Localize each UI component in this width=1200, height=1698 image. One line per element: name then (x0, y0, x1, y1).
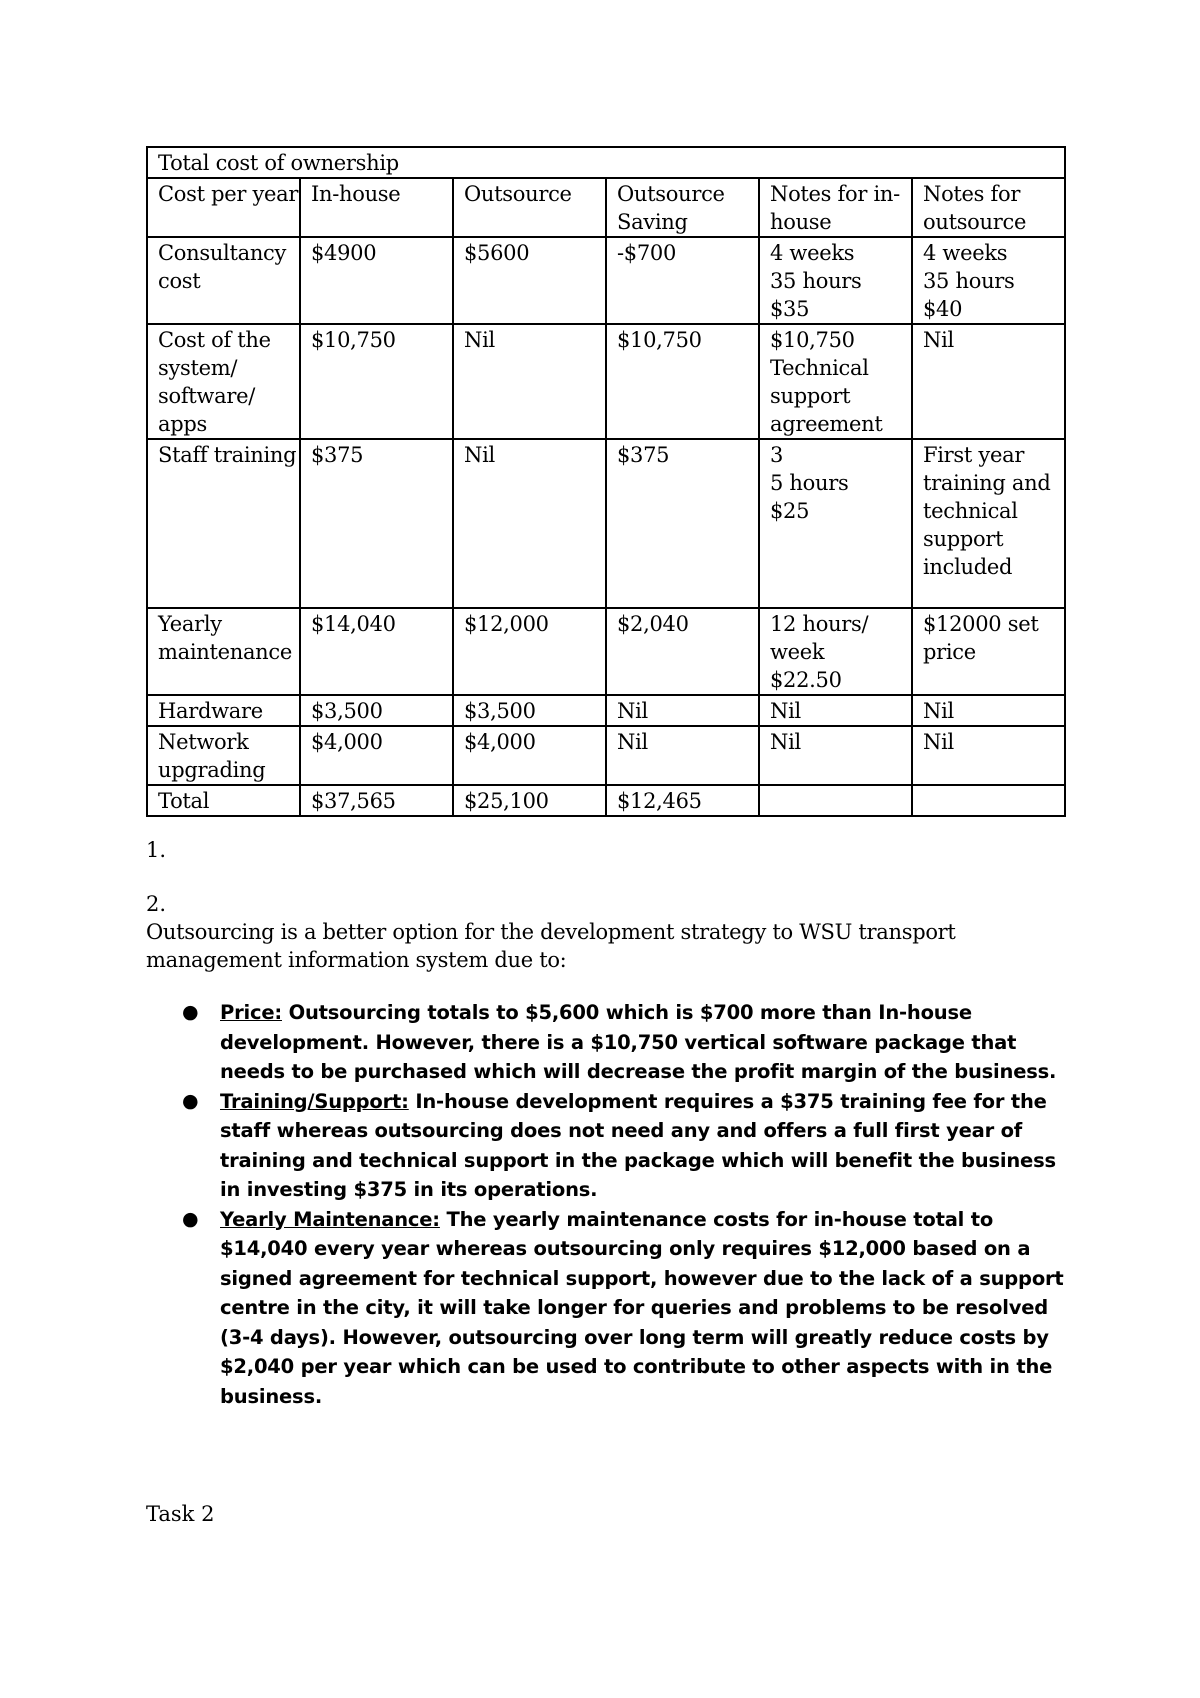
row-label-line: Yearly (158, 612, 222, 636)
notes-in-house-line: week (770, 640, 825, 664)
table-row (147, 726, 1065, 785)
notes-outsource-line: included (923, 555, 1013, 579)
notes-outsource-line: 35 hours (923, 269, 1015, 293)
header-outsource-saving (606, 178, 759, 237)
outsource-cost: $12,000 (453, 608, 606, 695)
notes-in-house-line: 35 hours (770, 269, 862, 293)
notes-outsource-line: $12000 set (923, 612, 1039, 636)
notes-in-house (759, 608, 912, 695)
row-label (147, 608, 300, 695)
bullet-icon: ● (182, 1001, 199, 1023)
notes-in-house-line: 4 weeks (770, 241, 855, 265)
row-label (147, 785, 300, 816)
row-label (147, 726, 300, 785)
notes-in-house-line: 3 (770, 443, 784, 467)
outsource-saving: $10,750 (606, 324, 759, 439)
header-in-house (300, 178, 453, 237)
in-house-cost: $37,565 (300, 785, 453, 816)
notes-outsource (912, 695, 1065, 726)
header-line: outsource (923, 210, 1027, 234)
notes-outsource-line: support (923, 527, 1004, 551)
notes-in-house-line: $35 (770, 297, 810, 321)
notes-outsource-line: Nil (923, 328, 954, 352)
outsource-saving: $2,040 (606, 608, 759, 695)
notes-in-house-line: Nil (770, 730, 801, 754)
notes-outsource-line: price (923, 640, 976, 664)
cost-of-ownership-table (146, 146, 1066, 817)
table-row (147, 785, 1065, 816)
outsource-cost: $3,500 (453, 695, 606, 726)
table-title-row (147, 147, 1065, 178)
in-house-cost: $3,500 (300, 695, 453, 726)
notes-outsource-line (923, 787, 1056, 815)
header-line: Cost per year (158, 182, 299, 206)
notes-in-house (759, 324, 912, 439)
reason-training-support (146, 1087, 1076, 1205)
outsource-saving: -$700 (606, 237, 759, 324)
notes-in-house-line: Nil (770, 699, 801, 723)
table-row (147, 439, 1065, 608)
reason-yearly-maintenance (146, 1205, 1076, 1412)
row-label-line: maintenance (158, 640, 292, 664)
notes-outsource (912, 726, 1065, 785)
in-house-cost: $4900 (300, 237, 453, 324)
row-label-line: cost (158, 269, 201, 293)
row-label-line: upgrading (158, 758, 266, 782)
notes-in-house (759, 237, 912, 324)
outsource-saving: Nil (606, 726, 759, 785)
table-title: Total cost of ownership (147, 147, 1065, 178)
bullet-icon: ● (182, 1089, 199, 1112)
notes-in-house-line: $10,750 (770, 328, 855, 352)
header-line: Outsource (464, 182, 572, 206)
table-row (147, 608, 1065, 695)
row-label (147, 324, 300, 439)
row-label-line: Staff training (158, 443, 297, 467)
table-header-row (147, 178, 1065, 237)
notes-outsource (912, 237, 1065, 324)
outsource-cost: Nil (453, 324, 606, 439)
notes-outsource-line: training and (923, 471, 1051, 495)
notes-in-house (759, 726, 912, 785)
in-house-cost: $375 (300, 439, 453, 608)
in-house-cost: $14,040 (300, 608, 453, 695)
row-label-line: system/ (158, 356, 238, 380)
outsource-saving: $375 (606, 439, 759, 608)
reason-text: Outsourcing totals to $5,600 which is $700 more than In-house development. However, there is a $10,750 vertical software package that needs to be purchased which will decrease the profit margin of the business. (220, 1001, 1057, 1083)
row-label-line: Hardware (158, 699, 263, 723)
bullet-icon: ● (182, 1207, 199, 1230)
notes-outsource-line: $40 (923, 297, 963, 321)
row-label (147, 439, 300, 608)
outsource-saving: Nil (606, 695, 759, 726)
row-label-line: Total (158, 789, 210, 813)
notes-in-house-line: Technical (770, 356, 869, 380)
answer-2-intro: Outsourcing is a better option for the development strategy to WSU transport management information system due to: (146, 920, 956, 972)
in-house-cost: $4,000 (300, 726, 453, 785)
outsource-cost: Nil (453, 439, 606, 608)
answer-1-number: 1. (146, 838, 167, 862)
header-line: Notes for in- (770, 182, 900, 206)
row-label-line: Consultancy (158, 241, 287, 265)
outsource-cost: $25,100 (453, 785, 606, 816)
notes-in-house-line: $22.50 (770, 668, 842, 692)
outsource-saving: $12,465 (606, 785, 759, 816)
reason-term: Price: (220, 1001, 282, 1024)
notes-outsource-line: First year (923, 443, 1025, 467)
table-row (147, 237, 1065, 324)
notes-in-house (759, 695, 912, 726)
notes-outsource (912, 785, 1065, 816)
notes-in-house-line (770, 787, 903, 815)
notes-outsource-line: Nil (923, 730, 954, 754)
answer-2-number: 2. (146, 892, 167, 916)
row-label-line: software/ (158, 384, 255, 408)
header-line: house (770, 210, 832, 234)
reason-price (146, 998, 1076, 1087)
notes-outsource-line: technical (923, 499, 1018, 523)
row-label (147, 695, 300, 726)
header-notes-outsource (912, 178, 1065, 237)
notes-outsource (912, 324, 1065, 439)
header-line: Outsource (617, 182, 725, 206)
notes-in-house (759, 439, 912, 608)
notes-in-house-line: 12 hours/ (770, 612, 869, 636)
notes-in-house-line: agreement (770, 412, 883, 436)
notes-outsource (912, 608, 1065, 695)
task-heading: Task 2 (146, 1502, 215, 1526)
row-label (147, 237, 300, 324)
notes-in-house-line: 5 hours (770, 471, 849, 495)
outsource-cost: $5600 (453, 237, 606, 324)
table-row (147, 695, 1065, 726)
outsource-cost: $4,000 (453, 726, 606, 785)
row-label-line: Cost of the (158, 328, 271, 352)
header-line: Notes for (923, 182, 1021, 206)
notes-in-house-line: $25 (770, 499, 810, 523)
reason-term: Training/Support: (220, 1089, 409, 1113)
header-notes-in-house (759, 178, 912, 237)
reason-text: The yearly maintenance costs for in-house total to $14,040 every year whereas outsourcing only requires $12,000 based on a signed agreement for technical support, however due to the lack of a support centre in the city, it will take longer for queries and problems to be resolved (3-4 days). However, outsourcing over long term will greatly reduce costs by $2,040 per year which can be used to contribute to other aspects with in the business. (220, 1207, 1064, 1408)
header-outsource (453, 178, 606, 237)
notes-outsource (912, 439, 1065, 608)
in-house-cost: $10,750 (300, 324, 453, 439)
header-cost-per-year (147, 178, 300, 237)
notes-in-house (759, 785, 912, 816)
notes-outsource-line: 4 weeks (923, 241, 1008, 265)
header-line: In-house (311, 182, 401, 206)
notes-outsource-line: Nil (923, 699, 954, 723)
table-row (147, 324, 1065, 439)
reasons-list (146, 998, 1076, 1411)
reason-text: In-house development requires a $375 training fee for the staff whereas outsourcing does not need any and offers a full first year of training and technical support in the package which will benefit the business in investing $375 in its operations. (220, 1089, 1056, 1201)
reason-term: Yearly Maintenance: (220, 1207, 440, 1231)
row-label-line: apps (158, 412, 207, 436)
notes-in-house-line: support (770, 384, 851, 408)
header-line: Saving (617, 210, 688, 234)
row-label-line: Network (158, 730, 249, 754)
